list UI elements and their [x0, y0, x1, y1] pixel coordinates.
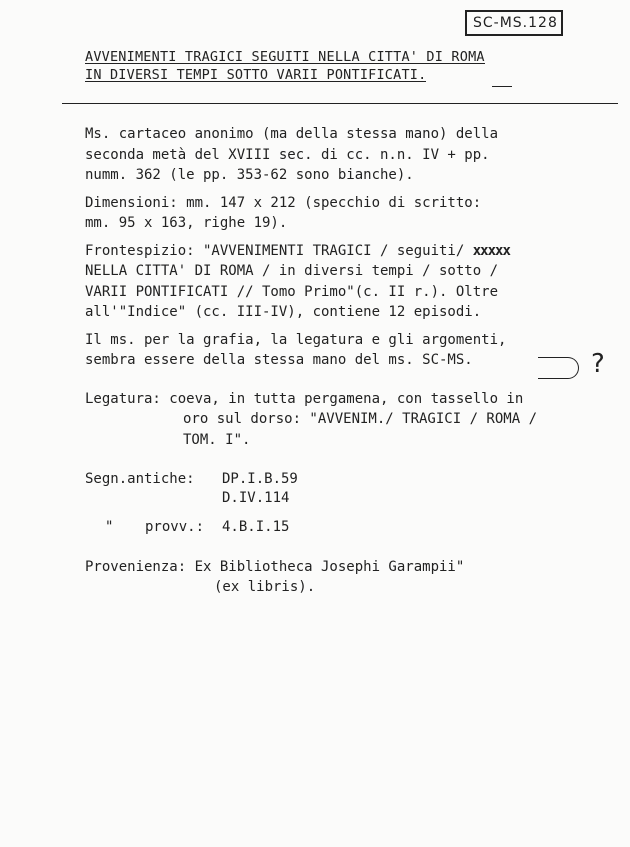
binding-line-2: oro sul dorso: "AVVENIM./ TRAGICI / ROMA /: [183, 411, 538, 427]
provv-label: provv.:: [145, 519, 205, 535]
frontispiece-line-1: [85, 242, 510, 261]
dimensions-line-1: Dimensioni: mm. 147 x 212 (specchio di scritto:: [85, 195, 482, 211]
provenance-line-2: (ex libris).: [214, 579, 316, 595]
title-underline-extension: [492, 86, 512, 87]
frontispiece-text: Frontespizio: "AVVENIMENTI TRAGICI / seguiti/: [85, 243, 465, 259]
header-separator: [62, 103, 618, 104]
note-line-2: sembra essere della stessa mano del ms. SC-MS.: [85, 352, 473, 368]
binding-line-3: TOM. I".: [183, 432, 251, 448]
title-line-1: AVVENIMENTI TRAGICI SEGUITI NELLA CITTA' DI ROMA: [85, 49, 485, 65]
description-line-2: seconda metà del XVIII sec. di cc. n.n. IV + pp.: [85, 147, 490, 163]
handwritten-scribble: [538, 357, 579, 379]
frontispiece-line-4: all'"Indice" (cc. III-IV), contiene 12 episodi.: [85, 304, 482, 320]
note-line-1: Il ms. per la grafia, la legatura e gli argomenti,: [85, 332, 507, 348]
title-line-2: IN DIVERSI TEMPI SOTTO VARII PONTIFICATI.: [85, 67, 427, 83]
shelfmark-label: SC-MS.128: [473, 15, 558, 31]
old-shelfmark-1: DP.I.B.59: [222, 471, 298, 487]
old-shelfmarks-label: Segn.antiche:: [85, 471, 195, 487]
provv-value: 4.B.I.15: [222, 519, 290, 535]
ditto-mark: ": [105, 519, 114, 535]
old-shelfmark-2: D.IV.114: [222, 490, 290, 506]
description-line-3: numm. 362 (le pp. 353-62 sono bianche).: [85, 167, 414, 183]
dimensions-line-2: mm. 95 x 163, righe 19).: [85, 215, 288, 231]
struck-out-text: xxxxx: [472, 243, 510, 259]
shelfmark-box: [465, 10, 563, 36]
provenance-line-1: Provenienza: Ex Bibliotheca Josephi Garampii": [85, 559, 465, 575]
binding-line-1: Legatura: coeva, in tutta pergamena, con tassello in: [85, 391, 524, 407]
frontispiece-line-2: NELLA CITTA' DI ROMA / in diversi tempi / sotto /: [85, 263, 499, 279]
description-line-1: Ms. cartaceo anonimo (ma della stessa mano) della: [85, 126, 499, 142]
handwritten-question-mark: ?: [591, 349, 605, 379]
frontispiece-line-3: VARII PONTIFICATI // Tomo Primo"(c. II r.). Oltre: [85, 284, 499, 300]
